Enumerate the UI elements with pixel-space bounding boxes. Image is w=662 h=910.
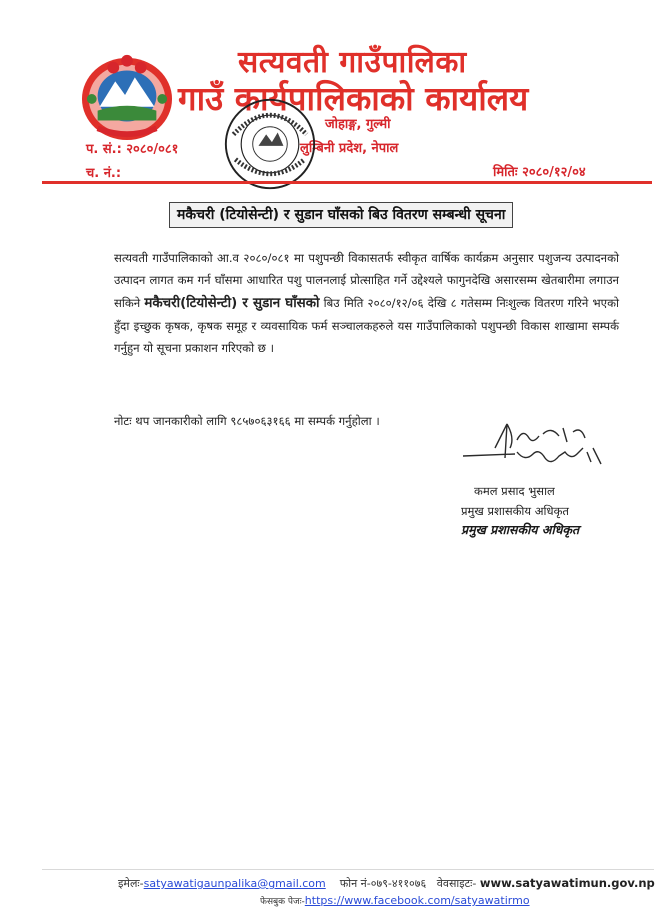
- email-label: इमेलः-: [118, 877, 144, 890]
- signatory-name: कमल प्रसाद भुसाल: [474, 484, 555, 498]
- phone-number: फोन नं-०७९-४११०७६: [339, 877, 427, 890]
- facebook-link[interactable]: https://www.facebook.com/satyawatirmo: [304, 894, 530, 907]
- facebook-label: फेसबुक पेजः-: [260, 897, 305, 907]
- body-text-part-1: सत्यवती गाउँपालिकाको आ.व २०८०/०८१ मा पशुपन्छी विकासतर्फ स्वीकृत वार्षिक कार्यक्रम अनुसार पशुजन्य उत्पादनको उत्पादन लागत कम गर्न घाँसमा आधारित पशु पालनलाई प्रोत्साहित गर्ने उद्देश्यले फागुनदेखि असारसम्म खेतबारीमा लगाउन सकिने: [114, 251, 619, 310]
- dispatch-number: च. नं.:: [86, 166, 122, 181]
- notice-body: [114, 247, 619, 359]
- handwritten-signature: [455, 418, 605, 480]
- letter-date: मितिः २०८०/१२/०४: [493, 165, 586, 180]
- nepal-emblem-icon: [78, 50, 176, 142]
- reference-number: प. सं.: २०८०/०८१: [86, 142, 179, 157]
- email-link[interactable]: satyawatigaunpalika@gmail.com: [143, 877, 326, 890]
- office-name: गाउँ कार्यपालिकाको कार्यालय: [178, 79, 529, 118]
- signatory-stamp-title: प्रमुख प्रशासकीय अधिकृत: [461, 522, 580, 537]
- body-highlight: मकैचरी(टियोसेन्टी) र सुडान घाँसको: [144, 295, 320, 311]
- footer-facebook-line: [260, 894, 530, 907]
- signatory-title: प्रमुख प्रशासकीय अधिकृत: [461, 504, 569, 518]
- office-stamp-icon: [222, 96, 318, 192]
- contact-note: नोटः थप जानकारीको लागि ९८५७०६३१६६ मा सम्पर्क गर्नुहोला ।: [114, 414, 380, 428]
- header-divider: [42, 181, 652, 184]
- footer-contact-line: [118, 876, 655, 891]
- notice-subject: मकैचरी (टियोसेन्टी) र सुडान घाँसको बिउ वितरण सम्बन्धी सूचना: [169, 202, 513, 228]
- org-name: सत्यवती गाउँपालिका: [238, 45, 467, 80]
- body-text-part-2: बिउ मिति २०८०/१२/०६ देखि ८ गतेसम्म निःशुल्क वितरण गरिने भएको हुँदा इच्छुक कृषक, कृषक समूह र व्यवसायिक फर्म सञ्चालकहरुले यस गाउँपालिकाको पशुपन्छी विकास शाखामा सम्पर्क गर्नुहुन यो सूचना प्रकाशन गरिएको छ ।: [114, 295, 619, 356]
- address-line-1: जोहाङ्ग, गुल्मी: [325, 117, 391, 132]
- address-line-2: लुम्बिनी प्रदेश, नेपाल: [300, 141, 399, 156]
- website-link[interactable]: www.satyawatimun.gov.np: [479, 876, 655, 890]
- footer-divider: [42, 869, 654, 870]
- website-label: वेवसाइटः-: [436, 877, 477, 890]
